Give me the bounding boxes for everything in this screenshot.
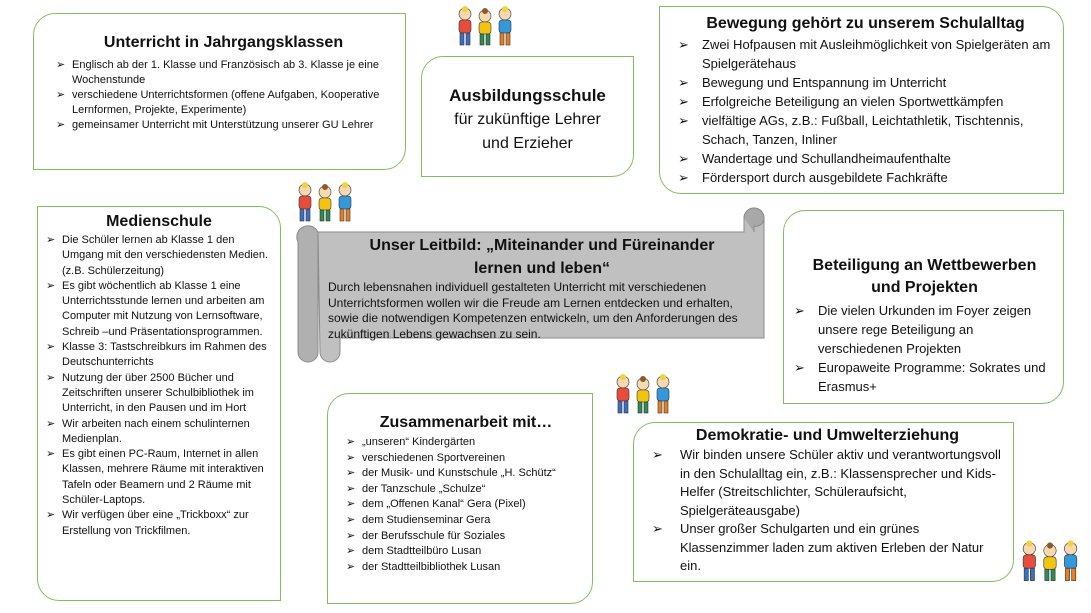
zusammenarbeit-list [346, 435, 586, 575]
list-item: ➢ Wir verfügen über eine „Trickboxx“ zur Erstellung von Trickfilmen. [46, 508, 272, 539]
demokratie-title: Demokratie- und Umwelterziehung [695, 427, 960, 444]
demokratie-list [652, 446, 1003, 576]
list-item: ➢ „unseren“ Kindergärten [346, 435, 586, 451]
leitbild-title-line1: Unser Leitbild: „Miteinander und Füreinander [369, 237, 715, 254]
list-item: ➢ Klasse 3: Tastschreibkurs im Rahmen des Deutschunterrichts [46, 340, 272, 371]
ausbildung-line3: und Erzieher [482, 135, 573, 152]
list-item: ➢ der Stadtteilbibliothek Lusan [346, 560, 586, 576]
kids-clipart-icon [455, 4, 517, 48]
ausbildung-box [421, 56, 634, 177]
list-item: ➢ der Berufsschule für Soziales [346, 529, 586, 545]
list-item: ➢ verschiedene Unterrichtsformen (offene Aufgaben, Kooperative Lernformen, Projekte, Experimente) [56, 88, 391, 118]
list-item: ➢ gemeinsamer Unterricht mit Unterstützung unserer GU Lehrer [56, 118, 391, 133]
demokratie-box [633, 422, 1014, 582]
list-item: ➢ Unser großer Schulgarten und ein grünes Klassenzimmer laden zum aktiven Erleben der Natur ein. [652, 520, 1003, 576]
kids-clipart-icon [613, 372, 675, 416]
list-item: ➢ Die Schüler lernen ab Klasse 1 den Umgang mit den verschiedensten Medien. (z.B. Schülerzeitung) [46, 233, 272, 279]
unterricht-list [56, 58, 391, 133]
unterricht-box [33, 13, 406, 170]
zusammenarbeit-title: Zusammenarbeit mit… [379, 414, 553, 431]
list-item: ➢ Zwei Hofpausen mit Ausleihmöglichkeit von Spielgeräten am Spielgerätehaus [678, 35, 1053, 73]
list-item: ➢ Bewegung und Entspannung im Unterricht [678, 73, 1053, 92]
list-item: ➢ vielfältige AGs, z.B.: Fußball, Leichtathletik, Tischtennis, Schach, Tanzen, Inliner [678, 111, 1053, 149]
bewegung-list [678, 35, 1053, 187]
list-item: ➢ Nutzung der über 2500 Bücher und Zeitschriften unserer Schulbibliothek im Unterricht, in den Pausen und im Hort [46, 371, 272, 417]
list-item: ➢ verschiedenen Sportvereinen [346, 451, 586, 467]
list-item: ➢ Es gibt wöchentlich ab Klasse 1 eine Unterrichtsstunde lernen und arbeiten am Computer mit Nutzung von Lernsoftware, Schreib –und Präsentationsprogrammen. [46, 279, 272, 340]
wettbewerbe-list [794, 301, 1055, 396]
list-item: ➢ Europaweite Programme: Sokrates und Erasmus+ [794, 358, 1055, 396]
list-item: ➢ dem „Offenen Kanal“ Gera (Pixel) [346, 497, 586, 513]
list-item: ➢ Fördersport durch ausgebildete Fachkräfte [678, 168, 1053, 187]
list-item: ➢ Erfolgreiche Beteiligung an vielen Sportwettkämpfen [678, 92, 1053, 111]
leitbild-text: Durch lebensnahen individuell gestalteten Unterricht mit verschiedenen Unterrichtsformen wollen wir die Freude am Lernen entdecken und erhalten, sowie die notwendigen Kompetenzen entwickeln, um den Anforderungen des zukünftigen Lebens gewachsen zu sein. [328, 280, 738, 341]
medien-title: Medienschule [106, 213, 212, 230]
zusammenarbeit-box [327, 393, 593, 604]
kids-clipart-icon [1019, 538, 1083, 584]
list-item: ➢ Die vielen Urkunden im Foyer zeigen unsere rege Beteiligung an verschiedenen Projekten [794, 301, 1055, 358]
medien-box [37, 206, 281, 601]
list-item: ➢ Wandertage und Schullandheimaufenthalte [678, 149, 1053, 168]
medien-list [46, 233, 272, 539]
list-item: ➢ der Musik- und Kunstschule „H. Schütz“ [346, 466, 586, 482]
ausbildung-line1: Ausbildungsschule [449, 86, 606, 105]
kids-clipart-icon [295, 180, 357, 224]
list-item: ➢ Wir arbeiten nach einem schulinternen Medienplan. [46, 417, 272, 448]
bewegung-box [659, 6, 1064, 194]
leitbild-title-line2: lernen und leben“ [473, 260, 610, 277]
list-item: ➢ dem Studienseminar Gera [346, 513, 586, 529]
bewegung-title: Bewegung gehört zu unserem Schulalltag [706, 15, 1025, 32]
list-item: ➢ Es gibt einen PC-Raum, Internet in allen Klassen, mehrere Räume mit interaktiven Tafeln oder Beamern und 2 Räume mit Schüler-Laptops. [46, 447, 272, 508]
list-item: ➢ der Tanzschule „Schulze“ [346, 482, 586, 498]
list-item: ➢ dem Stadtteilbüro Lusan [346, 544, 586, 560]
list-item: ➢ Englisch ab der 1. Klasse und Französisch ab 3. Klasse je eine Wochenstunde [56, 58, 391, 88]
wettbewerbe-title-line2: und Projekten [871, 279, 978, 296]
unterricht-title: Unterricht in Jahrgangsklassen [103, 34, 344, 51]
wettbewerbe-box [783, 210, 1064, 404]
ausbildung-line2: für zukünftige Lehrer [454, 111, 601, 128]
wettbewerbe-title-line1: Beteiligung an Wettbewerben [812, 257, 1037, 274]
list-item: ➢ Wir binden unsere Schüler aktiv und verantwortungsvoll in den Schulalltag ein, z.B.: Klassensprecher und Kids-Helfer (Streitschlichter, Schüleraufsicht, Spielgeräteausgabe) [652, 446, 1003, 520]
leitbild-content [322, 234, 762, 354]
